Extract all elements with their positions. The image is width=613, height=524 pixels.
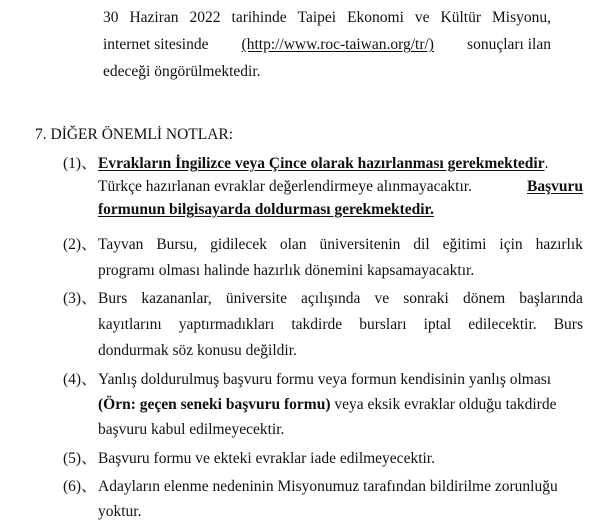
embassy-website-link[interactable]: (http://www.roc-taiwan.org/tr/) bbox=[241, 36, 434, 53]
intro-paragraph bbox=[103, 7, 551, 82]
note-6-marker: (6)、 bbox=[63, 478, 97, 495]
note-1: Evrakların İngilizce veya Çince olarak hazırlanması gerekmektedir. Türkçe hazırlanan evraklar değerlendirmeye alınmayacaktır. Başvuru formunun bilgisayarda doldurması gerekmektedir. bbox=[98, 155, 583, 218]
intro-line-3: edeceği öngörülmektedir. bbox=[103, 63, 261, 80]
intro-line-1: 30 Haziran 2022 tarihinde Taipei Ekonomi ve Kültür Misyonu, bbox=[103, 9, 551, 26]
note-3-marker: (3)、 bbox=[63, 290, 97, 307]
note-5-marker: (5)、 bbox=[63, 450, 97, 467]
note-2-marker: (2)、 bbox=[63, 236, 97, 253]
note-1-emphasis: Evrakların İngilizce veya Çince olarak hazırlanması gerekmektedir bbox=[98, 155, 545, 172]
note-5: Başvuru formu ve ekteki evraklar iade edilmeyecektir. bbox=[98, 450, 435, 467]
note-1-marker: (1)、 bbox=[63, 155, 97, 172]
note-3: Burs kazananlar, üniversite açılışında ve sonraki dönem başlarında kayıtlarını yaptırmadıkları takdirde bursları iptal edilecektir. Burs dondurmak söz konusu değildir. bbox=[98, 290, 583, 359]
note-2: Tayvan Bursu, gidilecek olan üniversitenin dil eğitimi için hazırlık programı olması halinde hazırlık dönemini kapsamayacaktır. bbox=[98, 236, 583, 279]
note-4: Yanlış doldurulmuş başvuru formu veya formun kendisinin yanlış olması (Örn: geçen seneki başvuru formu) veya eksik evraklar olduğu takdirde başvuru kabul edilmeyecektir. bbox=[98, 371, 557, 438]
note-6: Adayların elenme nedeninin Misyonumuz tarafından bildirilme zorunluğu yoktur. bbox=[98, 478, 558, 520]
section-heading: 7. DİĞER ÖNEMLİ NOTLAR: bbox=[35, 126, 234, 143]
intro-line-2: internet sitesinde (http://www.roc-taiwan.org/tr/) sonuçları ilan bbox=[103, 36, 551, 53]
note-4-marker: (4)、 bbox=[63, 371, 97, 388]
